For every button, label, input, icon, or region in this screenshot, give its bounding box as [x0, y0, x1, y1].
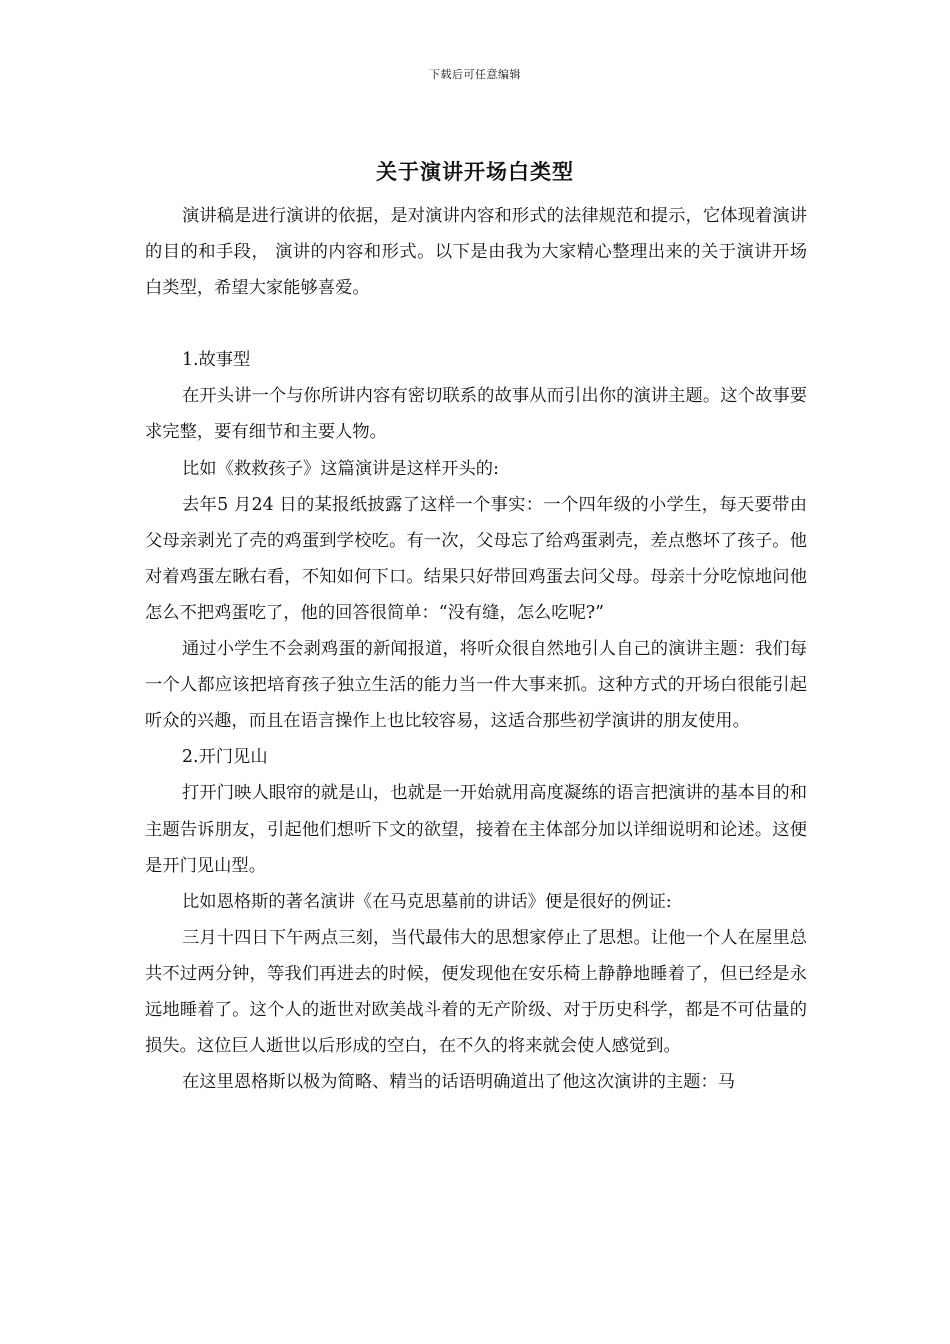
body-paragraph: 在开头讲一个与你所讲内容有密切联系的故事从而引出你的演讲主题。这个故事要求完整，要有细节和主要人物。 — [145, 386, 807, 443]
section-heading-direct: 2.开门见山 — [182, 747, 268, 768]
body-paragraph: 去年5 月24 日的某报纸披露了这样一个事实：一个四年级的小学生，每天要带由父母亲剥光了壳的鸡蛋到学校吃。有一次，父母忘了给鸡蛋剥壳，差点憋坏了孩子。他对着鸡蛋左瞅右看，不知如何下口。结果只好带回鸡蛋去问父母。母亲十分吃惊地问他怎么不把鸡蛋吃了，他的回答很简单：“没有缝，怎么吃呢?” — [145, 494, 807, 623]
body-paragraph: 打开门映人眼帘的就是山，也就是一开始就用高度凝练的语言把演讲的基本目的和主题告诉朋友，引起他们想听下文的欲望，接着在主体部分加以详细说明和论述。这便是开门见山型。 — [145, 783, 807, 876]
page-header: 下载后可任意编辑 — [429, 68, 521, 81]
body-paragraph: 通过小学生不会剥鸡蛋的新闻报道，将听众很自然地引人自己的演讲主题：我们每一个人都应该把培育孩子独立生活的能力当一件大事来抓。这种方式的开场白很能引起听众的兴趣，而且在语言操作上也比较容易，这适合那些初学演讲的朋友使用。 — [145, 639, 807, 732]
body-paragraph: 比如《救救孩子》这篇演讲是这样开头的: — [182, 458, 499, 479]
body-paragraph: 三月十四日下午两点三刻，当代最伟大的思想家停止了思想。让他一个人在屋里总共不过两分钟，等我们再进去的时候，便发现他在安乐椅上静静地睡着了，但已经是永远地睡着了。这个人的逝世对欧美战斗着的无产阶级、对于历史科学，都是不可估量的损失。这位巨人逝世以后形成的空白，在不久的将来就会使人感觉到。 — [145, 927, 807, 1057]
intro-paragraph: 演讲稿是进行演讲的依据，是对演讲内容和形式的法律规范和提示，它体现着演讲的目的和手段， 演讲的内容和形式。以下是由我为大家精心整理出来的关于演讲开场白类型，希望大家能够喜爱。 — [145, 206, 807, 299]
body-paragraph: 在这里恩格斯以极为简略、精当的话语明确道出了他这次演讲的主题：马 — [182, 1072, 736, 1093]
section-heading-story: 1.故事型 — [182, 350, 251, 371]
document-body — [145, 198, 807, 1100]
body-paragraph: 比如恩格斯的著名演讲《在马克思墓前的讲话》便是很好的例证: — [182, 891, 672, 912]
document-title: 关于演讲开场白类型 — [376, 159, 574, 184]
paragraph-spacer — [145, 306, 807, 342]
